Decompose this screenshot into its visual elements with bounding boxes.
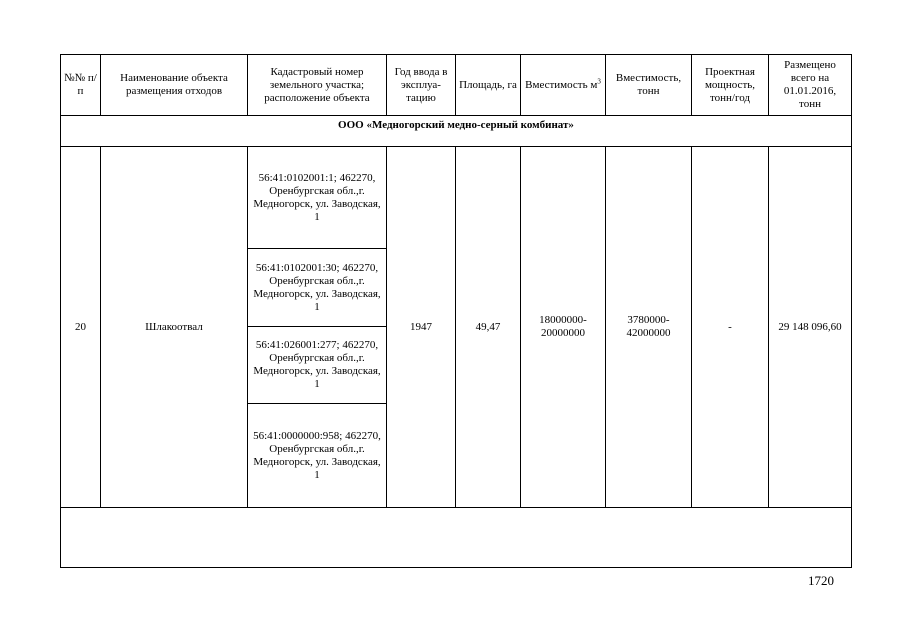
header-capacity-m3 [521, 55, 606, 116]
cell-year: 1947 [387, 147, 456, 508]
cell-cadastral-2: 56:41:0102001:30; 462270, Оренбургская обл.,г. Медногорск, ул. Заводская, 1 [248, 249, 387, 327]
company-row [61, 116, 852, 147]
header-capacity-m3-sup: 3 [597, 76, 601, 85]
cell-capacity-t: 3780000-42000000 [606, 147, 692, 508]
cell-placed: 29 148 096,60 [769, 147, 852, 508]
header-design: Проектная мощность, тонн/год [692, 55, 769, 116]
page-number: 1720 [808, 573, 834, 588]
empty-row [61, 508, 852, 568]
company-name: ООО «Медногорский медно-серный комбинат» [61, 116, 852, 147]
waste-facilities-table [60, 54, 852, 568]
header-name: Наименование объекта размещения отходов [101, 55, 248, 116]
empty-cell [61, 508, 852, 568]
cell-cadastral-4: 56:41:0000000:958; 462270, Оренбургская обл.,г. Медногорск, ул. Заводская, 1 [248, 404, 387, 508]
header-area: Площадь, га [456, 55, 521, 116]
header-capacity-m3-text: Вместимость м [525, 78, 598, 91]
header-num: №№ п/п [61, 55, 101, 116]
cell-name: Шлакоотвал [101, 147, 248, 508]
cell-num: 20 [61, 147, 101, 508]
header-cadastral: Кадастровый номер земельного участка; расположение объекта [248, 55, 387, 116]
header-capacity-t: Вместимость, тонн [606, 55, 692, 116]
header-row [61, 55, 852, 116]
header-placed: Размещено всего на 01.01.2016, тонн [769, 55, 852, 116]
cell-capacity-m3: 18000000-20000000 [521, 147, 606, 508]
header-year: Год ввода в эксплуа-тацию [387, 55, 456, 116]
cell-cadastral-3: 56:41:026001:277; 462270, Оренбургская обл.,г. Медногорск, ул. Заводская, 1 [248, 327, 387, 404]
cell-area: 49,47 [456, 147, 521, 508]
cell-cadastral-1: 56:41:0102001:1; 462270, Оренбургская обл.,г. Медногорск, ул. Заводская, 1 [248, 147, 387, 249]
table-row [61, 147, 852, 249]
cell-design: - [692, 147, 769, 508]
